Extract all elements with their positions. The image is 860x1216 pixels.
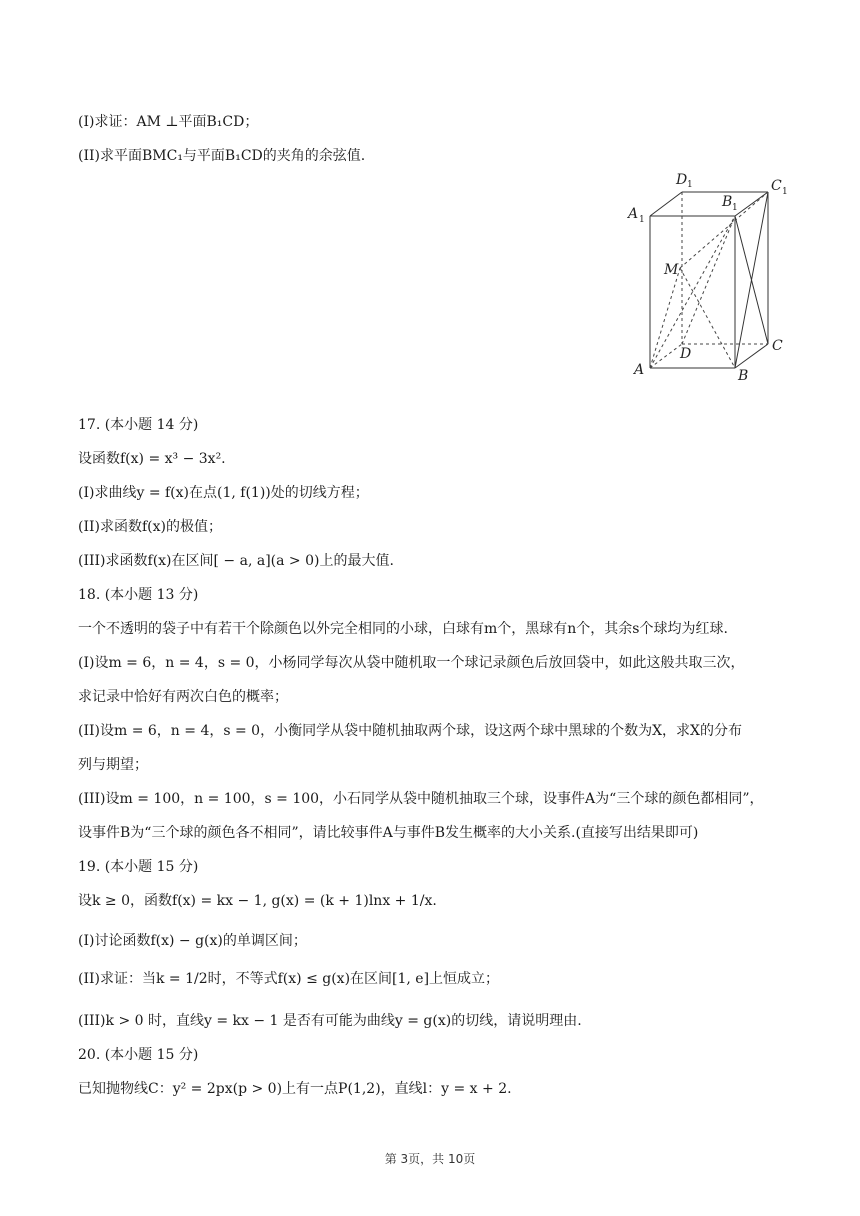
- svg-text:1: 1: [782, 187, 788, 197]
- line-9: 一个不透明的袋子中有若干个除颜色以外完全相同的小球，白球有m个，黑球有n个，其余s个球均为红球.: [78, 621, 728, 637]
- label-A1: A: [628, 206, 639, 222]
- page-footer: 第 3页，共 10页: [384, 1152, 476, 1166]
- line-11: 求记录中恰好有两次白色的概率；: [78, 689, 288, 705]
- label-C: C: [772, 338, 783, 354]
- svg-text:1: 1: [687, 180, 693, 190]
- line-12: (II)设m = 6，n = 4，s = 0，小衡同学从袋中随机抽取两个球，设这两个球中黑球的个数为X，求X的分布: [78, 723, 743, 739]
- line-14: (III)设m = 100，n = 100，s = 100，小石同学从袋中随机抽取三个球，设事件A为“三个球的颜色都相同”，: [78, 791, 764, 807]
- label-D: D: [680, 346, 692, 362]
- line-10: (I)设m = 6，n = 4，s = 0，小杨同学每次从袋中随机取一个球记录颜色后放回袋中，如此这般共取三次，: [78, 655, 745, 671]
- line-4: 设函数f(x) = x³ − 3x².: [78, 451, 226, 467]
- svg-text:1: 1: [732, 203, 738, 213]
- line-18: (I)讨论函数f(x) − g(x)的单调区间；: [78, 933, 307, 949]
- label-B1: B: [722, 194, 733, 210]
- line-8: 18. (本小题 13 分): [78, 587, 199, 603]
- line-15: 设事件B为“三个球的颜色各不相同”，请比较事件A与事件B发生概率的大小关系.(直接写出结果即可): [78, 825, 699, 841]
- svg-text:1: 1: [639, 215, 645, 225]
- line-5: (I)求曲线y = f(x)在点(1, f(1))处的切线方程；: [78, 485, 369, 501]
- line-19: (II)求证：当k = 1/2时，不等式f(x) ≤ g(x)在区间[1, e]上恒成立；: [78, 971, 500, 987]
- cuboid-figure: [620, 160, 800, 385]
- line-13: 列与期望；: [78, 757, 148, 773]
- label-C1: C: [771, 178, 782, 194]
- label-D1: D: [676, 172, 688, 188]
- line-3: 17. (本小题 14 分): [78, 417, 199, 433]
- line-16: 19. (本小题 15 分): [78, 859, 199, 875]
- line-6: (II)求函数f(x)的极值；: [78, 519, 222, 535]
- line-21: 20. (本小题 15 分): [78, 1047, 199, 1063]
- label-B: B: [738, 368, 749, 384]
- line-2: (II)求平面BMC₁与平面B₁CD的夹角的余弦值.: [78, 148, 366, 164]
- label-A: A: [634, 362, 645, 378]
- line-17: 设k ≥ 0，函数f(x) = kx − 1, g(x) = (k + 1)lnx + 1/x.: [78, 893, 437, 909]
- line-20: (III)k > 0 时，直线y = kx − 1 是否有可能为曲线y = g(x)的切线，请说明理由.: [78, 1013, 582, 1029]
- line-22: 已知抛物线C：y² = 2px(p > 0)上有一点P(1,2)，直线l：y = x + 2.: [78, 1081, 512, 1097]
- line-1: (I)求证：AM ⊥平面B₁CD；: [78, 114, 259, 130]
- line-7: (III)求函数f(x)在区间[ − a, a](a > 0)上的最大值.: [78, 553, 394, 569]
- label-M: M: [664, 262, 679, 278]
